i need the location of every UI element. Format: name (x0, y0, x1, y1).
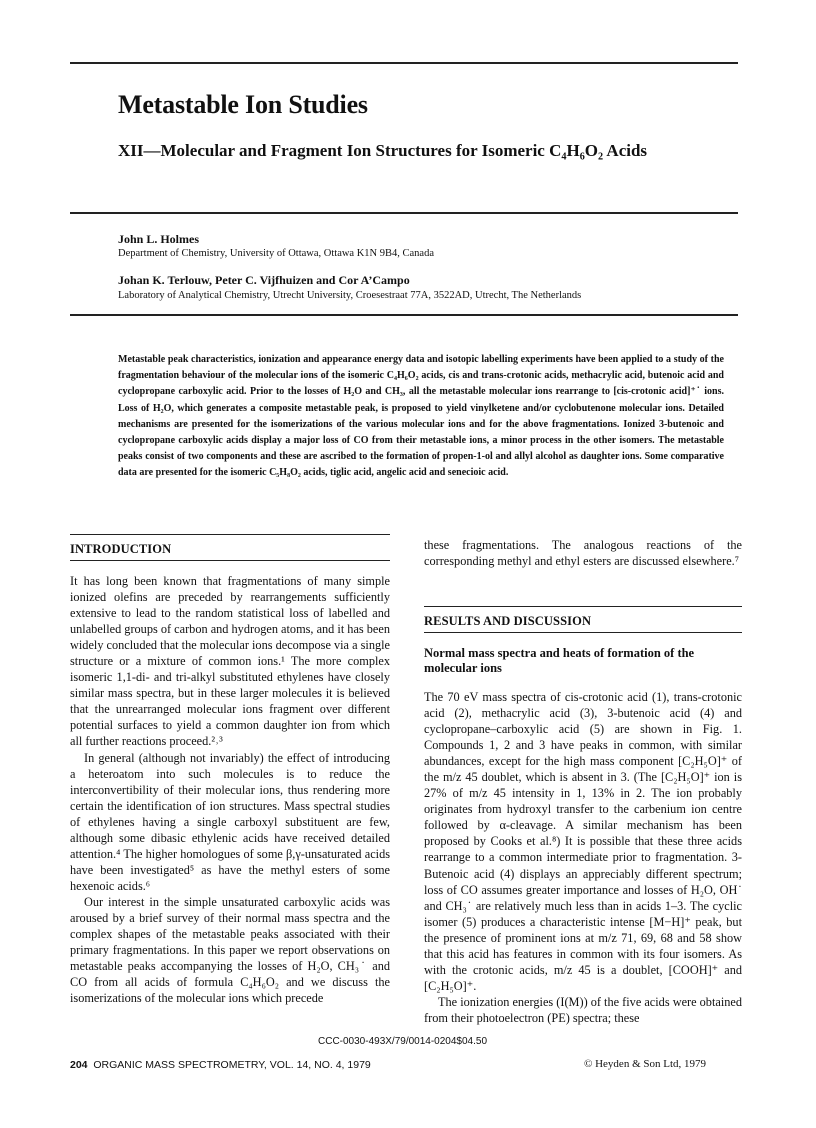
right-column-body (424, 689, 742, 1026)
intro-paragraph-2: In general (although not invariably) the effect of introducing a heteroatom into such molecules is to reduce the interconvertibility of their molecular ions, thus rendering more certain the identification of ion structures. Mass spectral studies of ethylenes having a single carboxyl substituent are few, although some dibasic ethylenic acids have received detailed attention.⁴ The higher homologues of some β,γ-unsaturated acids have been investigated⁵ as have the methyl esters of some hexenoic acids.⁶ (70, 750, 390, 893)
author-names-1: John L. Holmes (118, 232, 200, 246)
results-paragraph-1: The 70 eV mass spectra of cis-crotonic acid (1), trans-crotonic acid (2), methacrylic acid (3), 3-butenoic acid (4) and cyclopropane–carboxylic acid (5) are shown in Fig. 1. Compounds 1, 2 and 3 have peaks in common, with similar abundances, except for the high mass component [C₂H₅O]⁺ of the m/z 45 doublet, which is absent in 3. (The [C₂H₅O]⁺ ion is 27% of m/z 45 intensity in 1, 13% in 2. The ion probably originates from hydroxyl transfer to the carbenium ion centre followed by α-cleavage. A similar mechanism has been proposed by Cooks et al.⁸) It is possible that these three acids rearrange to a common intermediate prior to fragmentation. 3-Butenoic acid (4) displays an appreciably different spectrum; loss of CO assumes greater importance and losses of H₂O, OH˙ and CH₃˙ are relatively much less than in acids 1–3. The cyclic isomer (5) produces a characteristic intense [M−H]⁺ peak, but the presence of prominent ions at m/z 71, 69, 68 and 58 show that this acid has features in common with its four isomers. As with the crotonic acids, m/z 45 is a doublet, [COOH]⁺ and [C₂H₅O]⁺. (424, 690, 742, 993)
right-column-top (424, 537, 742, 569)
right-paragraph-1: these fragmentations. The analogous reactions of the corresponding methyl and ethyl esters are discussed elsewhere.⁷ (424, 538, 742, 569)
left-column (70, 573, 390, 1006)
page-number: 204 (70, 1059, 88, 1071)
abstract: Metastable peak characteristics, ionization and appearance energy data and isotopic labelling experiments have been applied to a study of the fragmentation behaviour of the molecular ions of the isomeric C₄H₆O₂ acids, cis and trans-crotonic acids, methacrylic acid, butenoic acid and cyclopropane carboxylic acid. Prior to the losses of H₂O and CH₃, all the metastable molecular ions rearrange to [cis-crotonic acid]⁺˙ ions. Loss of H₂O, which generates a composite metastable peak, is proposed to yield vinylketene and/or cyclobutenone molecular ions. Detailed mechanisms are presented for the isomerizations of the various molecular ions and for the above fragmentations. Ionized 3-butenoic and cyclopropane carboxylic acids display a major loss of CO from their metastable ions, a minor process in the other isomers. The metastable peaks consist of two components and these are ascribed to the formation of propen-1-ol and allyl alcohol as daughter ions. Some comparative data are presented for the isomeric C₅H₈O₂ acids, tiglic acid, angelic acid and senecioic acid. (118, 354, 724, 479)
author-affiliation-2: Laboratory of Analytical Chemistry, Utrecht University, Croesestraat 77A, 3522AD, Utrecht, The Netherlands (118, 290, 582, 301)
intro-paragraph-3: Our interest in the simple unsaturated carboxylic acids was aroused by a brief survey of their normal mass spectra and the complex shapes of the metastable peaks associated with their primary fragmentations. In this paper we report observations on metastable peaks accompanying the losses of H₂O, CH₃˙ and CO from all acids of formula C₄H₆O₂ and we discuss the isomerizations of the molecular ions which precede (70, 894, 390, 1006)
author-affiliation-1: Department of Chemistry, University of Ottawa, Ottawa K1N 9B4, Canada (118, 248, 434, 259)
results-rule-top (424, 606, 742, 607)
author-names-2: Johan K. Terlouw, Peter C. Vijfhuizen and Cor A’Campo (118, 273, 410, 287)
section-heading-results: RESULTS AND DISCUSSION (424, 614, 592, 628)
journal-citation: ORGANIC MASS SPECTROMETRY, VOL. 14, NO. 4, 1979 (93, 1059, 371, 1071)
intro-rule-bottom (70, 560, 390, 561)
footer-journal-line (70, 1059, 371, 1071)
results-paragraph-2: The ionization energies (I(M)) of the five acids were obtained from their photoelectron (PE) spectra; these (424, 994, 742, 1025)
subsection-heading: Normal mass spectra and heats of formation of the molecular ions (424, 646, 695, 675)
title-rule (70, 212, 738, 214)
article-subtitle: XII—Molecular and Fragment Ion Structures for Isomeric C₄H₆O₂ Acids (118, 141, 648, 160)
copyright: © Heyden & Son Ltd, 1979 (584, 1058, 707, 1070)
authors-rule (70, 314, 738, 316)
intro-rule-top (70, 534, 390, 535)
top-rule (70, 62, 738, 64)
results-rule-bottom (424, 632, 742, 633)
page-title: Metastable Ion Studies (118, 90, 368, 119)
article-code: CCC-0030-493X/79/0014-0204$04.50 (318, 1036, 488, 1047)
section-heading-introduction: INTRODUCTION (70, 542, 172, 556)
intro-paragraph-1: It has long been known that fragmentations of many simple ionized olefins are preceded by rearrangements sufficiently extensive to lead to the random statistical loss of labelled and unlabelled groups of carbon and hydrogen atoms, and it has been widely concluded that the molecular ions decompose via a single structure or a mixture of common ions.¹ The more complex isomeric 1,1-di- and tri-alkyl substituted ethylenes have closely similar mass spectra, but in these larger molecules it is believed that the unrearranged molecular ions fragment over different potential surfaces to yield a common daughter ion from which all further reactions proceed.²˒³ (70, 574, 390, 749)
